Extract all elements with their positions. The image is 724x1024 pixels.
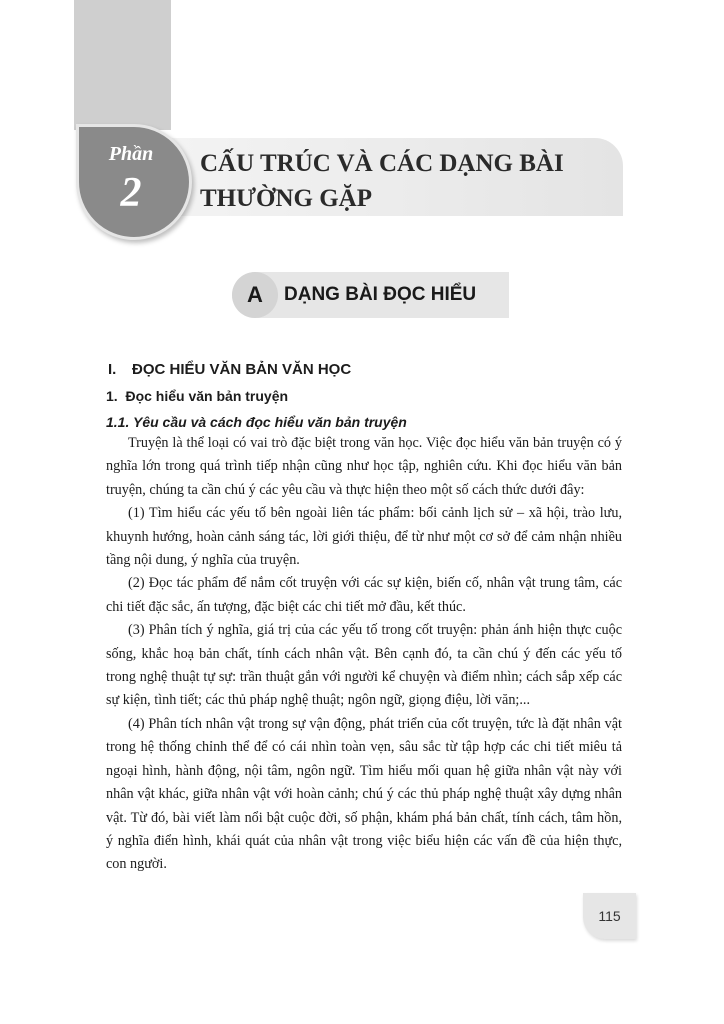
heading-level-1: [108, 359, 628, 381]
paragraph-item-1: (1) Tìm hiểu các yếu tố bên ngoài liên tác phẩm: bối cảnh lịch sử – xã hội, trào lưu, khuynh hướng, hoàn cảnh sáng tác, lời giới thiệu, để từ như một cơ sở để cảm nhận nhiều tầng nội dung, ý nghĩa của truyện.: [106, 505, 622, 569]
part-number: 2: [120, 170, 142, 216]
part-word: Phần: [108, 143, 154, 165]
section-letter: A: [232, 272, 278, 318]
part-badge: [76, 124, 192, 240]
header-tab-decoration: [74, 0, 171, 130]
paragraph-item-2: (2) Đọc tác phẩm để nắm cốt truyện với các sự kiện, biến cố, nhân vật trung tâm, các chi tiết đặc sắc, ấn tượng, đặc biệt các chi tiết mở đầu, kết thúc.: [106, 575, 622, 615]
part-title: CẤU TRÚC VÀ CÁC DẠNG BÀI THƯỜNG GẶP: [200, 150, 564, 212]
paragraph-item-3: (3) Phân tích ý nghĩa, giá trị của các yếu tố trong cốt truyện: phản ánh hiện thực cuộc sống, khắc hoạ bản chất, tính cách nhân vật. Bên cạnh đó, ta cần chú ý đến các yếu tố trong nghệ thuật tự sự: trần thuật gắn với người kể chuyện và điểm nhìn; cách sắp xếp các sự kiện, tình tiết; các thủ pháp nghệ thuật; ngôn ngữ, giọng điệu, lời văn;...: [106, 622, 622, 709]
page-number: 115: [583, 893, 636, 939]
paragraph-item-4: (4) Phân tích nhân vật trong sự vận động, phát triển của cốt truyện, tức là đặt nhân vật trong hệ thống chỉnh thể để có cái nhìn toàn vẹn, sâu sắc từ tập hợp các chi tiết miêu tả ngoại hình, hành động, nội tâm, ngôn ngữ. Tìm hiểu mối quan hệ giữa nhân vật này với nhân vật khác, giữa nhân vật với hoàn cảnh; chú ý các thủ pháp nghệ thuật xây dựng nhân vật. Từ đó, bài viết làm nổi bật cuộc đời, số phận, khám phá bản chất, tính cách, tâm hồn, ý nghĩa điển hình, khái quát của nhân vật trong việc biểu hiện các vấn đề của hiện thực, con người.: [106, 715, 622, 873]
heading-1-text: ĐỌC HIỂU VĂN BẢN VĂN HỌC: [132, 361, 352, 378]
paragraph-intro: Truyện là thể loại có vai trò đặc biệt trong văn học. Việc đọc hiểu văn bản truyện có ý nghĩa lớn trong quá trình tiếp nhận cũng như học tập, nghiên cứu. Khi đọc hiểu văn bản truyện, chúng ta cần chú ý các yêu cầu và thực hiện theo một số cách thức dưới đây:: [106, 435, 622, 498]
body-text: [106, 432, 622, 877]
heading-level-2: 1. Đọc hiểu văn bản truyện: [106, 388, 289, 404]
heading-1-numeral: I.: [108, 361, 117, 378]
heading-level-3: 1.1. Yêu cầu và cách đọc hiểu văn bản truyện: [106, 414, 407, 430]
section-title: DẠNG BÀI ĐỌC HIỂU: [284, 284, 477, 305]
